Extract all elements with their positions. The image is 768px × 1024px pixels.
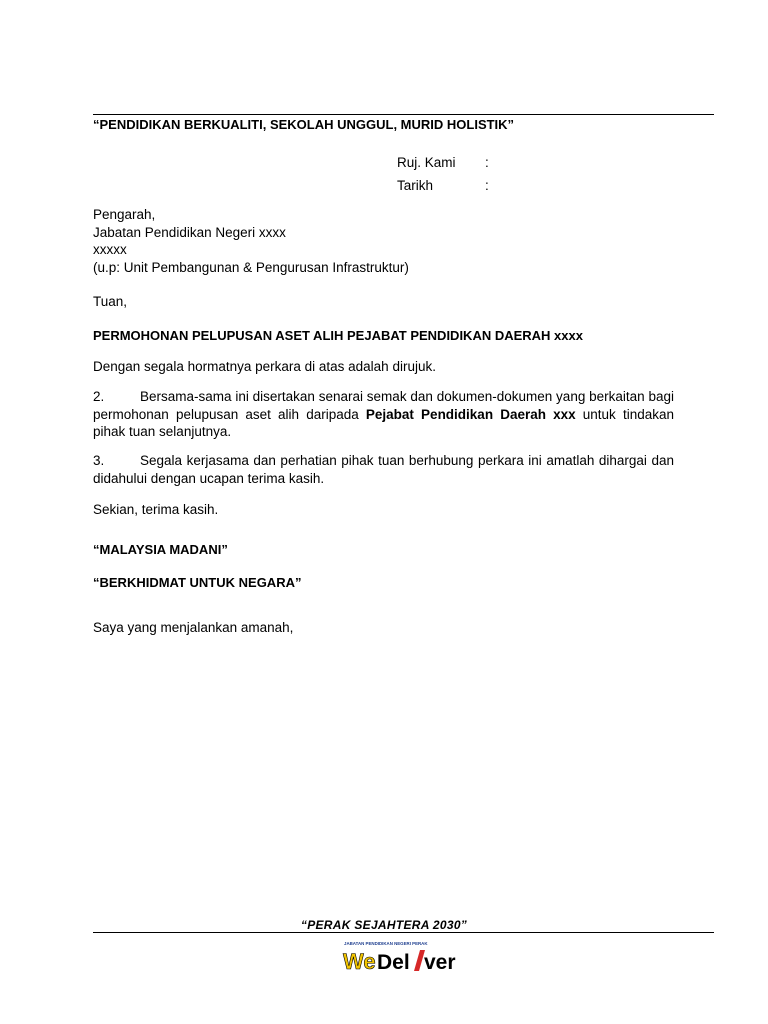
paragraph-number: 2. <box>93 389 105 404</box>
paragraph-text: Bersama-sama ini disertakan senarai semak dan dokumen-dokumen yang berkaitan bagi permohonan pelupusan aset alih daripada <box>93 389 674 422</box>
paragraph-1: Dengan segala hormatnya perkara di atas adalah dirujuk. <box>93 359 436 374</box>
recipient-line: (u.p: Unit Pembangunan & Pengurusan Infrastruktur) <box>93 259 409 275</box>
recipient-line: Jabatan Pendidikan Negeri xxxx <box>93 224 286 240</box>
logo-we-text: We <box>343 949 376 974</box>
tarikh-label: Tarikh <box>397 178 434 193</box>
footer-rule <box>93 932 714 933</box>
slogan-berkhidmat: “BERKHIDMAT UNTUK NEGARA” <box>93 575 302 590</box>
we-deliver-logo <box>342 938 456 974</box>
recipient-address <box>93 206 409 276</box>
header-motto: “PENDIDIKAN BERKUALITI, SEKOLAH UNGGUL, MURID HOLISTIK” <box>93 117 515 132</box>
recipient-line: Pengarah, <box>93 207 156 222</box>
header-rule <box>93 114 714 115</box>
recipient-line: xxxxx <box>93 242 127 257</box>
ruj-kami-colon: : <box>485 155 489 170</box>
closing-line: Sekian, terima kasih. <box>93 502 219 517</box>
signoff-line: Saya yang menjalankan amanah, <box>93 620 294 635</box>
slogan-malaysia-madani: “MALAYSIA MADANI” <box>93 542 228 557</box>
paragraph-2 <box>93 388 674 441</box>
logo-small-text: JABATAN PENDIDIKAN NEGERI PERAK <box>344 941 428 946</box>
tarikh-colon: : <box>485 178 489 193</box>
footer-motto: “PERAK SEJAHTERA 2030” <box>300 918 468 932</box>
ruj-kami-label: Ruj. Kami <box>397 155 456 170</box>
paragraph-text: Segala kerjasama dan perhatian pihak tuan berhubung perkara ini amatlah dihargai dan didahului dengan ucapan terima kasih. <box>93 453 674 486</box>
letter-subject: PERMOHONAN PELUPUSAN ASET ALIH PEJABAT PENDIDIKAN DAERAH xxxx <box>93 328 583 343</box>
logo-del-text: Del <box>377 951 410 974</box>
logo-ver-text: ver <box>424 951 456 974</box>
salutation: Tuan, <box>93 294 128 309</box>
paragraph-number: 3. <box>93 453 105 468</box>
paragraph-3 <box>93 452 674 487</box>
paragraph-text: untuk tindakan pihak tuan selanjutnya. <box>93 406 674 439</box>
paragraph-bold-text: Pejabat Pendidikan Daerah xxx <box>365 406 576 422</box>
